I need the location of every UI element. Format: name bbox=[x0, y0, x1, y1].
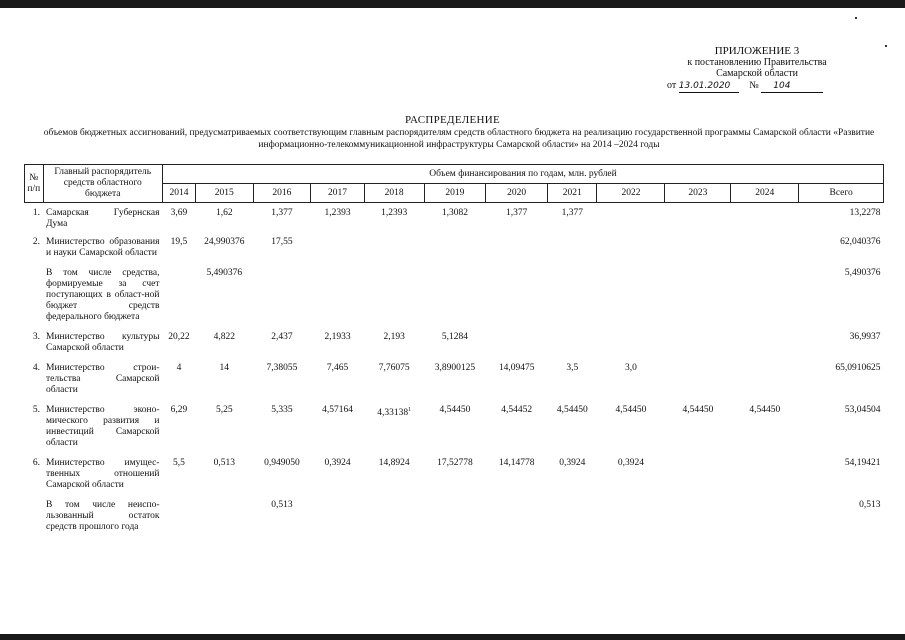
cell-year-value bbox=[597, 325, 665, 356]
cell-year-value bbox=[665, 398, 731, 451]
cell-year-value bbox=[195, 203, 253, 231]
cell-value-text: 19,5 bbox=[170, 237, 188, 247]
appendix-date-line bbox=[657, 80, 857, 93]
cell-year-value bbox=[597, 261, 665, 325]
document-title: РАСПРЕДЕЛЕНИЕ bbox=[405, 114, 500, 126]
row-distributor: В том числе неиспо-льзованный остаток средств прошлого года bbox=[46, 500, 160, 532]
row-distributor: Министерство имущес-твенных отношений Самарской области bbox=[46, 458, 160, 490]
row-number: 1. bbox=[32, 208, 41, 218]
cell-year-value bbox=[253, 261, 311, 325]
cell-year-value bbox=[311, 261, 365, 325]
cell-year-value bbox=[162, 230, 195, 261]
cell-value-text: 4,33138 bbox=[377, 408, 409, 419]
row-distributor: Министерство строи-тельства Самарской области bbox=[46, 363, 160, 395]
cell-year-value bbox=[424, 356, 486, 398]
row-distributor: Самарская Губернская Дума bbox=[46, 208, 160, 229]
cell-year-value bbox=[311, 451, 365, 493]
cell-value-text: 3,8900125 bbox=[434, 363, 476, 373]
cell-value-text: 5,25 bbox=[215, 405, 233, 415]
cell-value-text: 1,377 bbox=[505, 208, 528, 218]
cell-year-value bbox=[597, 356, 665, 398]
footnote-mark: 1 bbox=[408, 407, 412, 413]
cell-year-value bbox=[424, 203, 486, 231]
cell-value-text: 7,465 bbox=[326, 363, 349, 373]
header-year: 2022 bbox=[597, 184, 665, 203]
cell-value-text: 20,22 bbox=[168, 332, 190, 342]
header-year: 2017 bbox=[311, 184, 365, 203]
cell-year-value bbox=[597, 493, 665, 535]
bottom-scan-border bbox=[0, 634, 905, 640]
cell-year-value bbox=[731, 203, 799, 231]
header-year: 2021 bbox=[548, 184, 597, 203]
cell-value-text: 14,09475 bbox=[498, 363, 535, 373]
cell-value-text: 2,193 bbox=[383, 332, 405, 342]
cell-year-value bbox=[548, 230, 597, 261]
cell-year-value bbox=[424, 325, 486, 356]
cell-value-text: 5,335 bbox=[271, 405, 293, 415]
cell-value-text: 0,513 bbox=[271, 500, 293, 510]
table-row bbox=[25, 493, 884, 535]
cell-year-value bbox=[731, 230, 799, 261]
cell-year-value bbox=[253, 493, 311, 535]
row-number bbox=[25, 493, 44, 535]
cell-year-value bbox=[364, 261, 424, 325]
header-year: 2024 bbox=[731, 184, 799, 203]
row-distributor: Министерство эконо-мического развития и инвестиций Самарской области bbox=[46, 405, 160, 448]
cell-year-value bbox=[253, 325, 311, 356]
cell-value-text: 4 bbox=[176, 363, 182, 373]
header-funding-group: Объем финансирования по годам, млн. рублей bbox=[162, 165, 883, 184]
cell-total: 0,513 bbox=[859, 500, 881, 510]
cell-year-value bbox=[424, 398, 486, 451]
cell-year-value bbox=[364, 398, 424, 451]
cell-value-text: 14,8924 bbox=[378, 458, 410, 468]
cell-total: 53,04504 bbox=[844, 405, 881, 415]
cell-year-value bbox=[424, 230, 486, 261]
row-distributor: В том числе средства, формируемые за счет поступающих в област-ной бюджет средств федерального бюджета bbox=[46, 268, 160, 322]
cell-year-value bbox=[364, 356, 424, 398]
appendix-title: ПРИЛОЖЕНИЕ 3 bbox=[714, 45, 800, 57]
cell-value-text: 4,54450 bbox=[682, 405, 714, 415]
cell-year-value bbox=[548, 398, 597, 451]
cell-year-value bbox=[253, 451, 311, 493]
cell-year-value bbox=[486, 203, 548, 231]
cell-year-value bbox=[364, 230, 424, 261]
header-year: 2018 bbox=[364, 184, 424, 203]
cell-value-text: 3,5 bbox=[566, 363, 579, 373]
cell-value-text: 5,5 bbox=[173, 458, 185, 468]
cell-value-text: 24,990376 bbox=[204, 237, 245, 247]
cell-year-value bbox=[311, 230, 365, 261]
cell-value-text: 3,69 bbox=[170, 208, 188, 218]
cell-year-value bbox=[253, 356, 311, 398]
cell-year-value bbox=[486, 493, 548, 535]
cell-year-value bbox=[195, 451, 253, 493]
cell-year-value bbox=[548, 356, 597, 398]
cell-value-text: 1,2393 bbox=[381, 208, 408, 218]
cell-year-value bbox=[597, 203, 665, 231]
appendix-line2: к постановлению Правительства bbox=[687, 57, 827, 68]
row-number bbox=[25, 261, 44, 325]
row-number: 5. bbox=[32, 405, 41, 415]
row-number: 2. bbox=[32, 237, 41, 247]
cell-value-text: 0,3924 bbox=[617, 458, 645, 468]
cell-value-text: 0,3924 bbox=[559, 458, 586, 468]
cell-year-value bbox=[311, 398, 365, 451]
cell-year-value bbox=[195, 325, 253, 356]
cell-value-text: 0,3924 bbox=[324, 458, 351, 468]
table-row bbox=[25, 203, 884, 231]
cell-year-value bbox=[731, 325, 799, 356]
table-row bbox=[25, 451, 884, 493]
table-body bbox=[25, 203, 884, 536]
number-prefix: № bbox=[749, 80, 759, 91]
cell-year-value bbox=[665, 493, 731, 535]
row-distributor: Министерство образования и науки Самарской области bbox=[46, 237, 160, 258]
row-number: 3. bbox=[32, 332, 41, 342]
cell-year-value bbox=[162, 356, 195, 398]
cell-year-value bbox=[311, 493, 365, 535]
cell-year-value bbox=[311, 356, 365, 398]
header-year: 2015 bbox=[195, 184, 253, 203]
cell-total: 65,0910625 bbox=[835, 363, 881, 373]
cell-year-value bbox=[424, 261, 486, 325]
funding-table bbox=[24, 164, 884, 535]
cell-value-text: 17,52778 bbox=[437, 458, 473, 468]
document-subtitle: объемов бюджетных ассигнований, предусматриваемых соответствующим главным распорядителям средств областного бюджета на реализацию государственной программы Самарской области «Развитие информационно-телекоммуникационной инфраструктуры Самарской области» на 2014 –2024 годы bbox=[43, 128, 875, 150]
cell-year-value bbox=[548, 493, 597, 535]
cell-year-value bbox=[364, 203, 424, 231]
row-distributor: Министерство культуры Самарской области bbox=[46, 332, 160, 353]
cell-total: 13,2278 bbox=[849, 208, 881, 218]
cell-year-value bbox=[597, 230, 665, 261]
cell-value-text: 4,54450 bbox=[439, 405, 471, 415]
cell-year-value bbox=[253, 203, 311, 231]
cell-value-text: 5,1284 bbox=[441, 332, 468, 342]
header-year: 2016 bbox=[253, 184, 311, 203]
cell-year-value bbox=[424, 451, 486, 493]
cell-value-text: 3,0 bbox=[625, 363, 637, 373]
cell-year-value bbox=[548, 203, 597, 231]
cell-total: 62,040376 bbox=[840, 237, 881, 247]
cell-value-text: 6,29 bbox=[170, 405, 188, 415]
cell-value-text: 1,377 bbox=[271, 208, 293, 218]
header-distributor: Главный распорядитель средств областного бюджета bbox=[43, 165, 162, 203]
cell-year-value bbox=[486, 356, 548, 398]
cell-year-value bbox=[665, 325, 731, 356]
row-number: 4. bbox=[32, 363, 41, 373]
cell-value-text: 2,1933 bbox=[324, 332, 351, 342]
date-prefix: от bbox=[667, 80, 677, 91]
header-year: 2014 bbox=[162, 184, 195, 203]
cell-year-value bbox=[486, 325, 548, 356]
header-total: Всего bbox=[799, 184, 884, 203]
cell-value-text: 4,54450 bbox=[556, 405, 588, 415]
cell-total: 36,9937 bbox=[849, 332, 881, 342]
header-year: 2019 bbox=[424, 184, 486, 203]
cell-year-value bbox=[731, 451, 799, 493]
cell-year-value bbox=[548, 451, 597, 493]
cell-value-text: 7,76075 bbox=[378, 363, 410, 373]
cell-value-text: 4,54450 bbox=[749, 405, 781, 415]
cell-year-value bbox=[665, 356, 731, 398]
cell-year-value bbox=[195, 261, 253, 325]
cell-value-text: 2,437 bbox=[271, 332, 293, 342]
cell-year-value bbox=[486, 398, 548, 451]
cell-year-value bbox=[665, 203, 731, 231]
cell-year-value bbox=[162, 325, 195, 356]
cell-value-text: 14,14778 bbox=[498, 458, 535, 468]
header-year: 2023 bbox=[665, 184, 731, 203]
cell-year-value bbox=[162, 493, 195, 535]
cell-year-value bbox=[731, 356, 799, 398]
cell-total: 54,19421 bbox=[844, 458, 881, 468]
cell-value-text: 4,54450 bbox=[615, 405, 647, 415]
table-row bbox=[25, 356, 884, 398]
cell-year-value bbox=[731, 398, 799, 451]
cell-year-value bbox=[253, 230, 311, 261]
cell-year-value bbox=[364, 325, 424, 356]
cell-value-text: 14 bbox=[219, 363, 229, 373]
cell-year-value bbox=[597, 398, 665, 451]
cell-value-text: 1,62 bbox=[215, 208, 233, 218]
cell-year-value bbox=[486, 451, 548, 493]
cell-year-value bbox=[195, 356, 253, 398]
cell-value-text: 1,3082 bbox=[441, 208, 468, 218]
number-value: 104 bbox=[761, 81, 823, 93]
cell-year-value bbox=[665, 261, 731, 325]
cell-value-text: 4,822 bbox=[213, 332, 235, 342]
appendix-line3: Самарской области bbox=[716, 68, 798, 79]
row-number: 6. bbox=[32, 458, 41, 468]
cell-year-value bbox=[311, 203, 365, 231]
cell-year-value bbox=[162, 451, 195, 493]
cell-value-text: 0,949050 bbox=[264, 458, 300, 468]
cell-year-value bbox=[548, 325, 597, 356]
cell-value-text: 0,513 bbox=[213, 458, 235, 468]
cell-value-text: 4,54452 bbox=[501, 405, 533, 415]
scan-speck bbox=[885, 45, 887, 47]
cell-total: 5,490376 bbox=[844, 268, 881, 278]
cell-year-value bbox=[665, 451, 731, 493]
cell-year-value bbox=[597, 451, 665, 493]
cell-year-value bbox=[162, 261, 195, 325]
top-scan-border bbox=[0, 0, 905, 8]
cell-year-value bbox=[486, 230, 548, 261]
cell-value-text: 17,55 bbox=[271, 237, 293, 247]
cell-year-value bbox=[162, 398, 195, 451]
cell-year-value bbox=[364, 451, 424, 493]
scan-speck bbox=[855, 17, 857, 19]
header-number: № п/п bbox=[25, 165, 44, 203]
cell-year-value bbox=[424, 493, 486, 535]
table-row bbox=[25, 325, 884, 356]
cell-year-value bbox=[364, 493, 424, 535]
table-row bbox=[25, 261, 884, 325]
table-row bbox=[25, 398, 884, 451]
cell-value-text: 5,490376 bbox=[206, 268, 243, 278]
cell-value-text: 4,57164 bbox=[322, 405, 353, 415]
cell-year-value bbox=[195, 230, 253, 261]
cell-year-value bbox=[486, 261, 548, 325]
header-year: 2020 bbox=[486, 184, 548, 203]
cell-year-value bbox=[195, 398, 253, 451]
cell-year-value bbox=[665, 230, 731, 261]
cell-year-value bbox=[162, 203, 195, 231]
appendix-header bbox=[657, 46, 857, 93]
cell-value-text: 1,377 bbox=[561, 208, 583, 218]
cell-year-value bbox=[548, 261, 597, 325]
cell-year-value bbox=[253, 398, 311, 451]
table-row bbox=[25, 230, 884, 261]
cell-value-text: 7,38055 bbox=[266, 363, 298, 373]
cell-year-value bbox=[731, 493, 799, 535]
cell-value-text: 1,2393 bbox=[324, 208, 351, 218]
cell-year-value bbox=[311, 325, 365, 356]
date-value: 13.01.2020 bbox=[679, 81, 739, 93]
cell-year-value bbox=[195, 493, 253, 535]
cell-year-value bbox=[731, 261, 799, 325]
